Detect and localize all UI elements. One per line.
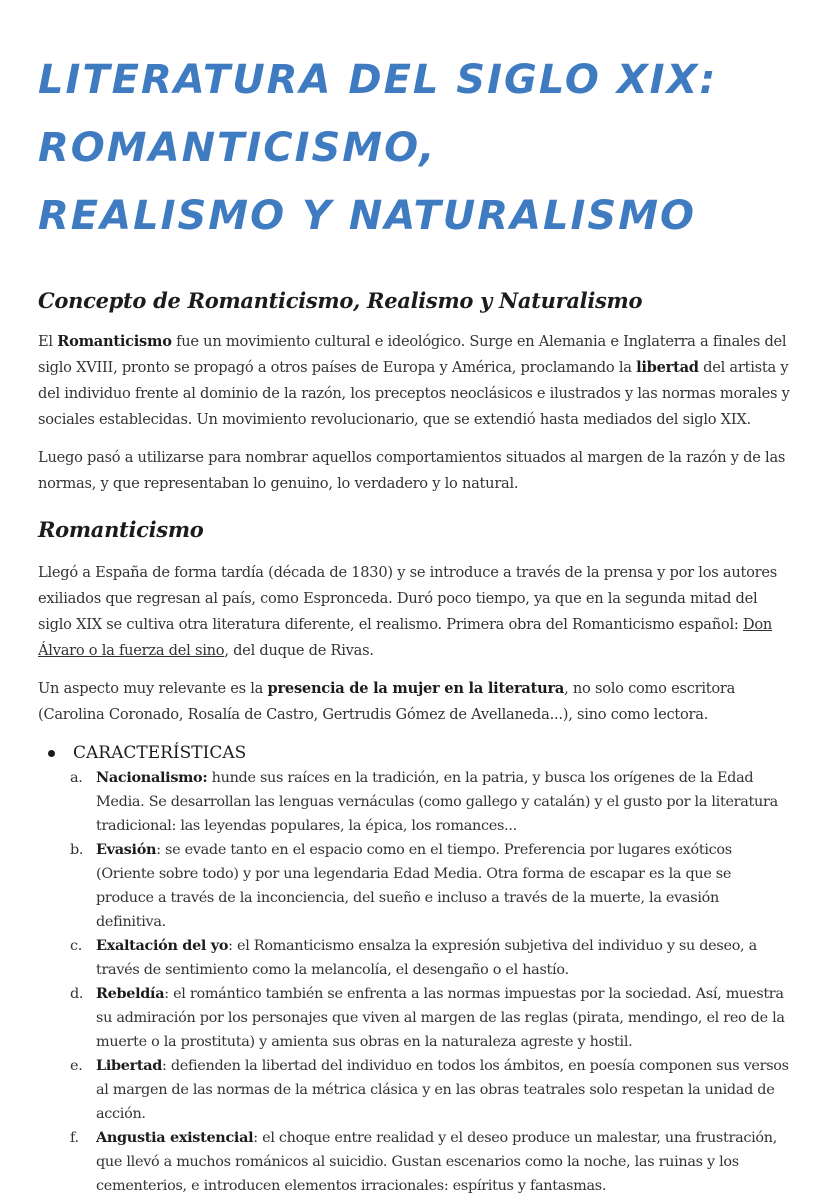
- list-item: b. Evasión: se evade tanto en el espacio como en el tiempo. Preferencia por lugares exóticos (Oriente sobre todo) y por una legendaria Edad Media. Otra forma de escapar es la que se produce a través de la inconciencia, del sueño e incluso a través de la muerte, la evasión definitiva.: [70, 841, 732, 930]
- list-item: d. Rebeldía: el romántico también se enfrenta a las normas impuestas por la sociedad. Así, muestra su admiración por los personajes que viven al margen de las reglas (pirata, mendingo, el reo de la muerte o la prostituta) y amienta sus obras en la naturaleza agreste y hostil.: [70, 985, 785, 1050]
- list-item: c. Exaltación del yo: el Romanticismo ensalza la expresión subjetiva del individuo y su deseo, a través de sentimiento como la melancolía, el desengaño o el hastío.: [70, 937, 757, 978]
- paragraph-concepto-2: Luego pasó a utilizarse para nombrar aquellos comportamientos situados al margen de la razón y de las normas, y que representaban lo genuino, lo verdadero y lo natural.: [38, 449, 786, 492]
- section-heading-concepto: Concepto de Romanticismo, Realismo y Naturalismo: [38, 288, 643, 313]
- paragraph-romanticismo-2: Un aspecto muy relevante es la presencia de la mujer en la literatura, no solo como escritora (Carolina Coronado, Rosalía de Castro, Gertrudis Gómez de Avellaneda...), sino como lectora.: [38, 680, 736, 723]
- paragraph-romanticismo-1: Llegó a España de forma tardía (década de 1830) y se introduce a través de la prensa y por los autores exiliados que regresan al país, como Espronceda. Duró poco tiempo, ya que en la segunda mitad del siglo XIX se cultiva otra literatura diferente, el realismo. Primera obra del Romanticismo español: Don Álvaro o la fuerza del sino, del duque de Rivas.: [38, 564, 777, 659]
- paragraph-concepto-1: El Romanticismo fue un movimiento cultural e ideológico. Surge en Alemania e Inglaterra a finales del siglo XVIII, pronto se propagó a otros países de Europa y América, proclamando la libertad del artista y del individuo frente al dominio de la razón, los preceptos neoclásicos e ilustrados y las normas morales y sociales establecidas. Un movimiento revolucionario, que se extendió hasta mediados del siglo XIX.: [38, 333, 790, 428]
- title-line-1: LITERATURA DEL SIGLO XIX: ROMANTICISMO,: [38, 57, 718, 171]
- list-item: a. Nacionalismo: hunde sus raíces en la tradición, en la patria, y busca los orígenes de la Edad Media. Se desarrollan las lenguas vernáculas (como gallego y catalán) y el gusto por la literatura tradicional: las leyendas populares, la épica, los romances...: [70, 769, 778, 834]
- bullet-caracteristicas: [38, 740, 790, 766]
- page-title: [38, 0, 790, 250]
- bullet-label: CARACTERÍSTICAS: [73, 743, 247, 763]
- work-title: Don Álvaro o la fuerza del sino: [38, 616, 773, 659]
- list-item: f. Angustia existencial: el choque entre realidad y el deseo produce un malestar, una frustración, que llevó a muchos románicos al suicidio. Gustan escenarios como la noche, las ruinas y los cementerios, e introducen elementos irracionales: espíritus y fantasmas.: [70, 1129, 778, 1194]
- title-line-2: REALISMO Y NATURALISMO: [38, 193, 697, 239]
- section-heading-romanticismo: Romanticismo: [38, 517, 204, 542]
- list-item: e. Libertad: defienden la libertad del individuo en todos los ámbitos, en poesía componen sus versos al margen de las normas de la métrica clásica y en las obras teatrales solo respetan la unidad de acción.: [70, 1057, 789, 1122]
- characteristics-list: [38, 766, 790, 1198]
- bullet-dot-icon: [48, 750, 55, 757]
